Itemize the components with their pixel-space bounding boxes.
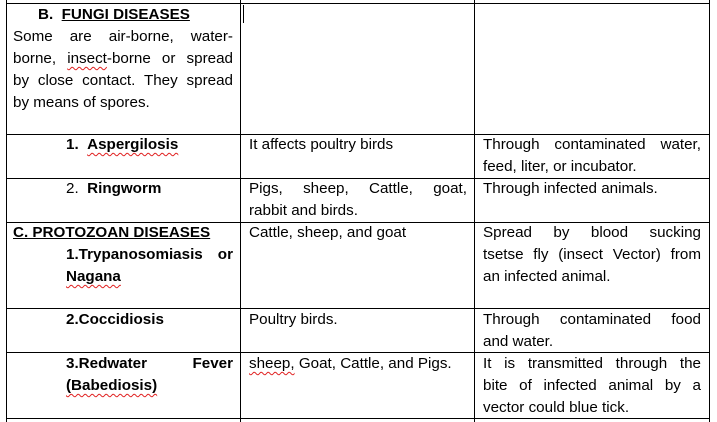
spread-trypanosomiasis: Spread by blood sucking tsetse fly (insect Vector) from an infected animal. [483, 224, 701, 285]
section-b-line: borne, insect-borne or spread [13, 50, 233, 67]
spread-redwater: It is transmitted through the bite of infected animal by a vector could blue tick. [483, 355, 701, 416]
spread-coccidiosis: Through contaminated food and water. [483, 311, 701, 350]
disease-name-trypanosomiasis: 1.Trypanosomiasis or Nagana [66, 246, 233, 285]
affects-ringworm: Pigs, sheep, Cattle, goat, rabbit and birds. [249, 180, 467, 219]
section-b-line: by means of spores. [13, 94, 150, 111]
section-b-title: FUNGI DISEASES [61, 6, 190, 23]
column-divider-1 [240, 0, 241, 422]
section-b-line: Some are air-borne, water- [13, 28, 233, 45]
section-b-line: by close contact. They spread [13, 72, 233, 89]
spread-aspergilosis: Through contaminated water, feed, liter, or incubator. [483, 136, 701, 175]
disease-name-coccidiosis: 2.Coccidiosis [66, 311, 164, 328]
section-b-letter: B. [38, 6, 54, 23]
section-c-heading: C. PROTOZOAN DISEASES [13, 224, 211, 241]
disease-name-ringworm: 2. Ringworm [66, 180, 162, 197]
affects-redwater: sheep, Goat, Cattle, and Pigs. [249, 355, 452, 372]
disease-name-redwater: 3.Redwater Fever (Babediosis) [66, 355, 233, 394]
affects-coccidiosis: Poultry birds. [249, 311, 338, 328]
section-b-description [13, 26, 233, 114]
affects-aspergilosis: It affects poultry birds [249, 136, 394, 153]
column-divider-2 [474, 0, 475, 422]
table-border-right [709, 0, 710, 422]
cursor-caret [243, 5, 244, 23]
affects-trypanosomiasis: Cattle, sheep, and goat [249, 224, 407, 241]
table-border-left [6, 0, 7, 422]
spread-ringworm: Through infected animals. [483, 180, 658, 197]
section-b-heading [38, 4, 190, 26]
disease-name-aspergilosis: 1. Aspergilosis [66, 136, 179, 153]
